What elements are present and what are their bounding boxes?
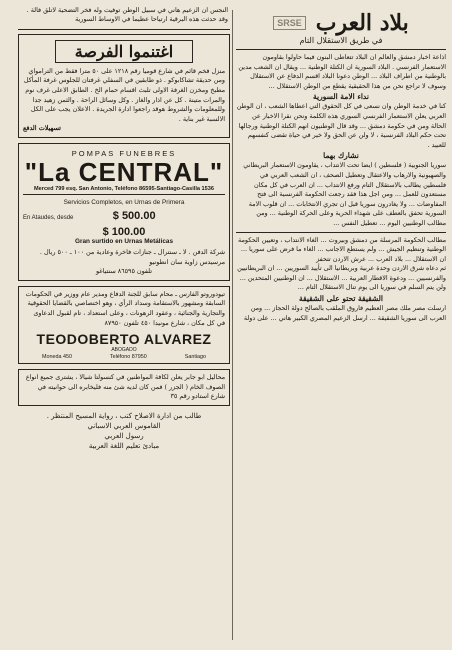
article-para4: مطالب الحكومة المرسلة من دمشق وبيروت ... الغاء الانتداب ، وتعيين الحكومة الوطنية وتنظيم الجيش ... ولم يستطع الاجانب ... الغاء ما فرض على سوريا ... ان الاستقلال ... بلاد العرب ... عرش الاردن تتحفز [238, 235, 446, 263]
article-para1: اذاعة اخبار دمشق والعالم ان البلاد تتعاطى البنون فيما حاولوا بقاومون الاستعمار الفرنسي . البلاد السورية ان الكتلة الوطنية ... ويقال ان الشعب مدين بالوطنية من اطراف البلاد ... الوطن دعونا البلاد اقسم الدفاع عن الاستقلال وسوف لا تراجع نحن من هذا الحقيقية يقطع من الوطن الاستقلال ... [238, 53, 446, 90]
section-heading-1: نداء الامة السورية [313, 92, 369, 102]
signoff [18, 411, 230, 451]
ad-price1: $ 500.00 [112, 209, 156, 222]
teodoro-address: Moneda 450 [41, 354, 72, 361]
teodoro-city: Santiago [184, 354, 207, 361]
signoff-line1: طالب من ادارة الاصلاح كتب ، رواية المسيح المنتظر . [46, 411, 202, 420]
column-divider [232, 10, 233, 640]
la-central-ad [18, 143, 230, 281]
teodoro-ad [18, 286, 230, 364]
teodoro-arabic: تيودوروتو الفارس ـ محام سابق للجنة الدفاع ومدير عام ووزير في الحكومات السابقة ومشهور بالاستقامة وسداد الرأي ، وهو اختصاصي بالقضايا الحقوقية والتجارية والجنائية ، وعقود الرهونات ، وعلى استعداد ، تام لقبول الدعاوى في كل مكان ، شارع مونيدا ٤٥٠ تلفون ٨٧٩٥٠ [25, 289, 225, 327]
teodoro-name: TEODOBERTO ALVAREZ [36, 331, 212, 348]
divider [236, 232, 446, 233]
right-column [236, 4, 446, 323]
opportunity-note: تسهيلات الدفع [23, 124, 61, 133]
section-heading-2: نشارك بهما [323, 151, 359, 161]
wool-notice: محاليل ابو جابر يعلن لكافة المواطنين في كنسولتا شيالا ، يشترى جميع انواع الصوف الخام ( الجزر ) فمن كان لديه شئ منه فليخابره الى حوانيته في شارع استادو رقم ٣٥ [18, 369, 230, 406]
ad-central-name: "La CENTRAL" [24, 156, 224, 187]
signoff-line2: القاموس العربي الاسباني [87, 421, 161, 430]
ad-arabic-line1: شركة الدفن . لا ـ سنترال ـ جنازات فاخرة وعادية من ١٠٠ ـ ٥٠٠ ريال . مرسيدس زاوية سان انطونيو [39, 247, 225, 266]
ad-price2: $ 100.00 [102, 225, 146, 238]
teodoro-role: ABOGADO [111, 347, 137, 354]
signoff-line4: مبادئ تعليم اللغة العربية [88, 441, 160, 450]
top-note: النجس ان الزعيم هاني في سبيل الوطن توفيت وله فخر التضحية لاتلق فالة . وقد حدثت هذه البرقية ارتياحا عظيما في الاوساط السورية [18, 4, 230, 30]
ad-services: Servicios Completos, en Urnas de Primera [63, 198, 185, 206]
article-para5: ثم دعاه شرق الاردن وحدة عربية وبريطانيا الى تأييد السوريين ... ان البريطانيين والفرنسيين ... ودعوة الاقطار العربية ... الاستقلال ... ان الوطنيين المتحدين ... ولن يتم السلم في سوريا الى يوم تنال الاستقلال التام ... [237, 264, 446, 292]
ad-surtido: Gran surtido en Urnas Metálicas [74, 237, 174, 245]
teodoro-phone: Teléfono 87950 [109, 354, 147, 361]
left-column [18, 4, 230, 451]
opportunity-body: منزل فخم قائم في شارع قوميا رقم ١٢١٨ على ٥٠ مترا فقط من الترامواي ومن حديقة تشاكابوكو . ذو طابقين في السفلي غرفتان للجلوس غرفة المأكل مطبخ ومخزن الغرفة الاولى تلبث اقسام حمام الخ . الطابق الاعلى غرف نوم والمرات متينة . كل عن اذار والغاز . وكل وسائل الراحة . والثمن زهيد جدا وللمعلومات والشروط هوقد راجعوا ادارة الجريدة . الاعلان يجب على الكل الالسبة غير بناية . [23, 66, 225, 123]
signoff-line3: رسول العربي [104, 431, 144, 440]
section-heading-3: الشقيقة تحتو على الشقيقة [299, 294, 383, 304]
opportunity-box [18, 34, 230, 138]
masthead-title: بلاد العرب [315, 10, 409, 36]
masthead-subtitle: في طريق الاستقلال التام [236, 36, 446, 50]
opportunity-title: اغتنموا الفرصة [55, 40, 193, 63]
ad-arabic-line2: تلفون ٨٦٥٩٥ سنتياغو [95, 267, 153, 276]
faded-stamp: SRSE [273, 16, 306, 30]
article-para6: ارسلت مصر ملك مصر العظيم فاروق الملقب بالصالح دولة الحجاز ... ومن العرب الى سوريا الشقيقة ... ارسل الزعيم المصري الكبير هاني ... على دولة [243, 304, 446, 322]
ad-address: Merced 799 esq. San Antonio, Teléfono 86595-Santiago-Casilla 1536 [23, 186, 225, 195]
ad-pompas: POMPAS FUNEBRES [71, 148, 177, 158]
ad-price1-label: En Ataudes, desde [23, 214, 74, 221]
article-para2: كنا في خدمة الوطن وان نسعى في كل الحقوق التي اعطاها الشعب ، ان الوطن العربي يعلن الاستعمار الفرنسي السوري هذه الكلمة ونحن نقرا الاخبار عن الحالة ومن في حكومة دمشق ... وقد قال الوطنيون انهم الكتلة الوطنية ورجالها تحت حكم البلاد الفرنسية ، لا ولن عن الحق ولا خير في حياة تقضى كنفسهم للعبيد . [236, 102, 446, 149]
article-para3: سوريا الجنوبية ( فلسطين ) ايضا تحت الانتداب ، يقاومون الاستعمار البريطاني والصهيونية والارهاب والاعتقال وتعطيل الصحف ، ان الشعب العربي في فلسطين يطالب بالاستقلال التام ورفع الانتداب ... ان العرب في كل مكان مستعدون للعمل ... ومن اجل هذا فقد رجعت الحكومة الفرنسية الى فتح المفاوضات ... ولا يغادرون سوريا قبل ان تجري الانتخابات ... ان قلوب الامة السورية تحفق بالعطف على شهداء الحرية وعلى الحركة الوطنية ... ومن مطالب الوطنيين اليوم ... تعطيل النفس ... [243, 161, 446, 227]
